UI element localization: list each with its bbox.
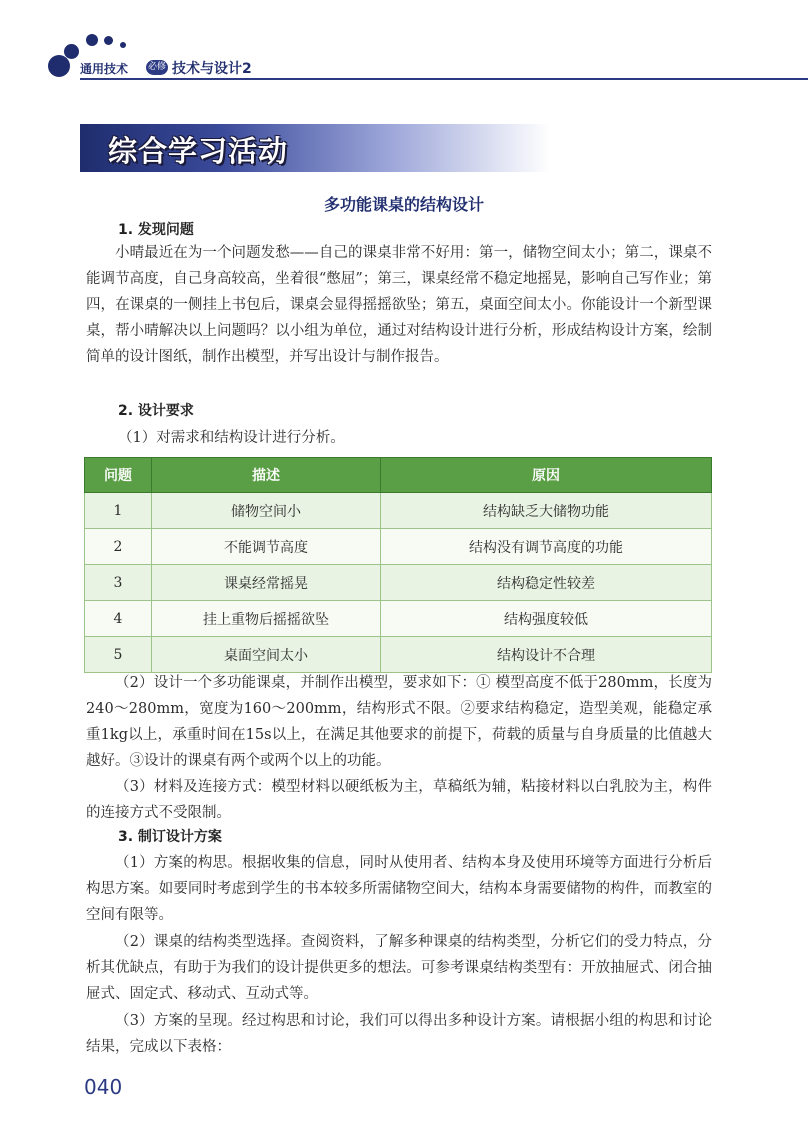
heading-discover-problem: 1. 发现问题 <box>118 222 194 238</box>
requirement-1: （1）对需求和结构设计进行分析。 <box>118 430 345 446</box>
cell-reason: 结构稳定性较差 <box>381 565 712 601</box>
table-row <box>85 529 712 565</box>
page-header <box>0 0 808 90</box>
cell-number: 4 <box>85 601 152 637</box>
header-badge: 必修 <box>146 60 168 75</box>
cell-description: 挂上重物后摇摇欲坠 <box>152 601 381 637</box>
cell-number: 2 <box>85 529 152 565</box>
cell-reason: 结构缺乏大储物功能 <box>381 493 712 529</box>
heading-design-plan: 3. 制订设计方案 <box>118 829 222 845</box>
heading-design-requirements: 2. 设计要求 <box>118 403 194 419</box>
header-book-title: 技术与设计2 <box>172 61 252 77</box>
page-number: 040 <box>84 1075 123 1099</box>
cell-description: 课桌经常摇晃 <box>152 565 381 601</box>
table-row <box>85 637 712 673</box>
table-row <box>85 493 712 529</box>
col-header-problem: 问题 <box>85 458 152 493</box>
header-rule <box>80 78 808 80</box>
cell-number: 5 <box>85 637 152 673</box>
activity-title: 多功能课桌的结构设计 <box>323 195 484 214</box>
plan-presentation: （3）方案的呈现。经过构思和讨论，我们可以得出多种设计方案。请根据小组的构思和讨论结果，完成以下表格： <box>86 1013 712 1055</box>
cell-description: 不能调节高度 <box>152 529 381 565</box>
table-row <box>85 601 712 637</box>
section-title: 综合学习活动 <box>108 134 289 168</box>
table-header-row <box>85 458 712 493</box>
plan-structure-type: （2）课桌的结构类型选择。查阅资料，了解多种课桌的结构类型，分析它们的受力特点，分析其优缺点，有助于为我们的设计提供更多的想法。可参考课桌结构类型有：开放抽屉式、闭合抽屉式、固定式、移动式、互动式等。 <box>86 934 712 1002</box>
cell-description: 桌面空间太小 <box>152 637 381 673</box>
table-row <box>85 565 712 601</box>
cell-reason: 结构设计不合理 <box>381 637 712 673</box>
cell-number: 1 <box>85 493 152 529</box>
paragraph-problem: 小晴最近在为一个问题发愁——自己的课桌非常不好用：第一，储物空间太小；第二，课桌不能调节高度，自己身高较高，坐着很“憋屈”；第三，课桌经常不稳定地摇晃，影响自己写作业；第四，在课桌的一侧挂上书包后，课桌会显得摇摇欲坠；第五，桌面空间太小。你能设计一个新型课桌，帮小晴解决以上问题吗？以小组为单位，通过对结构设计进行分析，形成结构设计方案，绘制简单的设计图纸，制作出模型，并写出设计与制作报告。 <box>86 245 712 365</box>
cell-reason: 结构强度较低 <box>381 601 712 637</box>
requirement-2: （2）设计一个多功能课桌，并制作出模型，要求如下：① 模型高度不低于280mm，长度为240～280mm，宽度为160～200mm，结构形式不限。②要求结构稳定，造型美观，能稳定承重1kg以上，承重时间在15s以上，在满足其他要求的前提下，荷载的质量与自身质量的比值越大越好。③设计的课桌有两个或两个以上的功能。 <box>86 675 712 769</box>
analysis-table <box>84 457 712 673</box>
cell-reason: 结构没有调节高度的功能 <box>381 529 712 565</box>
plan-concept: （1）方案的构思。根据收集的信息，同时从使用者、结构本身及使用环境等方面进行分析后构思方案。如要同时考虑到学生的书本较多所需储物空间大，结构本身需要储物的构件，而教室的空间有限等。 <box>86 855 712 923</box>
col-header-description: 描述 <box>152 458 381 493</box>
cell-number: 3 <box>85 565 152 601</box>
cell-description: 储物空间小 <box>152 493 381 529</box>
col-header-reason: 原因 <box>381 458 712 493</box>
header-series: 通用技术 <box>80 62 129 76</box>
requirement-3: （3）材料及连接方式：模型材料以硬纸板为主，草稿纸为辅，粘接材料以白乳胶为主，构件的连接方式不受限制。 <box>86 779 712 821</box>
